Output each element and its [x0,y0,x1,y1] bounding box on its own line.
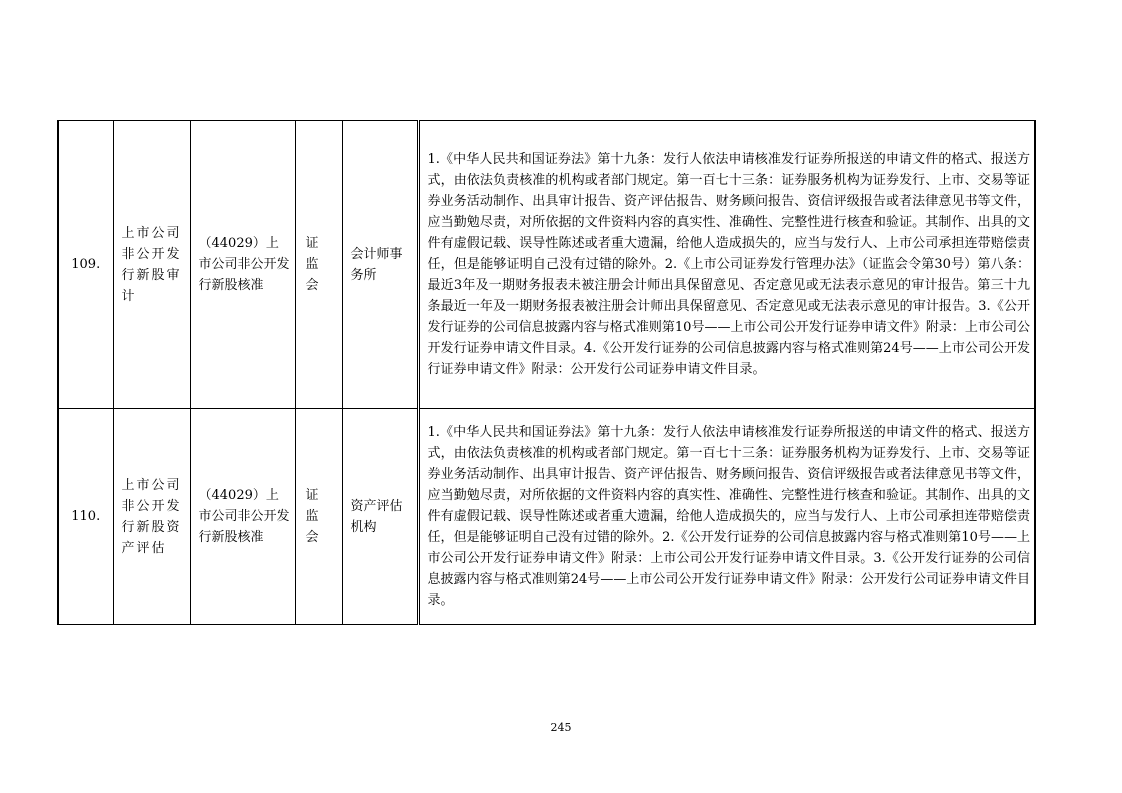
legal-basis: 1.《中华人民共和国证券法》第十九条：发行人依法申请核准发行证券所报送的申请文件的格式、报送方式，由依法负责核准的机构或者部门规定。第一百七十三条：证券服务机构为证券发行、上市、交易等证券业务活动制作、出具审计报告、资产评估报告、财务顾问报告、资信评级报告或者法律意见书等文件，应当勤勉尽责，对所依据的文件资料内容的真实性、准确性、完整性进行核查和验证。其制作、出具的文件有虚假记载、误导性陈述或者重大遗漏，给他人造成损失的，应当与发行人、上市公司承担连带赔偿责任，但是能够证明自己没有过错的除外。2.《上市公司证券发行管理办法》（证监会令第30号）第八条：最近3年及一期财务报表未被注册会计师出具保留意见、否定意见或无法表示意见的审计报告。第三十九条最近一年及一期财务报表被注册会计师出具保留意见、否定意见或无法表示意见的审计报告。3.《公开发行证券的公司信息披露内容与格式准则第10号——上市公司公开发行证券申请文件》附录：上市公司公开发行证券申请文件目录。4.《公开发行证券的公司信息披露内容与格式准则第24号——上市公司公开发行证券申请文件》附录：公开发行公司证券申请文件目录。 [418,121,1035,409]
department: 证监会 [295,409,342,625]
service-agency: 会计师事务所 [342,121,418,409]
approval-item: （44029）上市公司非公开发行新股核准 [190,121,295,409]
row-number: 110. [58,409,113,625]
approval-item: （44029）上市公司非公开发行新股核准 [190,409,295,625]
legal-basis: 1.《中华人民共和国证券法》第十九条：发行人依法申请核准发行证券所报送的申请文件的格式、报送方式，由依法负责核准的机构或者部门规定。第一百七十三条：证券服务机构为证券发行、上市、交易等证券业务活动制作、出具审计报告、资产评估报告、财务顾问报告、资信评级报告或者法律意见书等文件，应当勤勉尽责，对所依据的文件资料内容的真实性、准确性、完整性进行核查和验证。其制作、出具的文件有虚假记载、误导性陈述或者重大遗漏，给他人造成损失的，应当与发行人、上市公司承担连带赔偿责任，但是能够证明自己没有过错的除外。2.《公开发行证券的公司信息披露内容与格式准则第10号——上市公司公开发行证券申请文件》附录：上市公司公开发行证券申请文件目录。3.《公开发行证券的公司信息披露内容与格式准则第24号——上市公司公开发行证券申请文件》附录：公开发行公司证券申请文件目录。 [418,409,1035,625]
regulation-table [57,120,1036,625]
page-number: 245 [550,721,572,734]
department: 证监会 [295,121,342,409]
service-item: 上市公司非公开发行新股资产评估 [113,409,190,625]
service-item: 上市公司非公开发行新股审计 [113,121,190,409]
service-agency: 资产评估机构 [342,409,418,625]
row-number: 109. [58,121,113,409]
table-row [58,121,1035,409]
table-row [58,409,1035,625]
